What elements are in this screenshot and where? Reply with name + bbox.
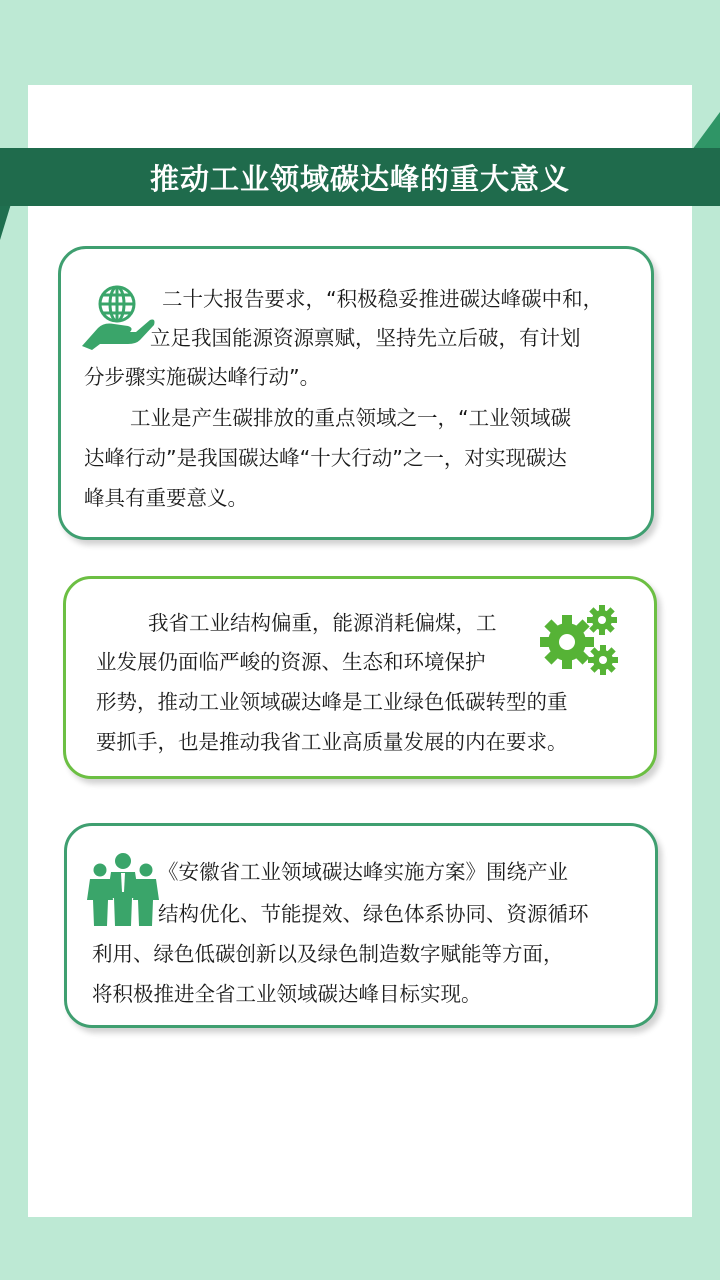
- card2-line-1: 我省工业结构偏重，能源消耗偏煤，工: [148, 611, 497, 635]
- card1-line-6: 峰具有重要意义。: [84, 486, 248, 510]
- card1-line-2: 立足我国能源资源禀赋，坚持先立后破，有计划: [150, 326, 581, 350]
- card3-line-2: 结构优化、节能提效、绿色体系协同、资源循环: [158, 902, 589, 926]
- team-icon: [86, 852, 160, 926]
- title-banner: [0, 148, 720, 206]
- globe-hand-icon: [80, 282, 156, 350]
- card1-line-3: 分步骤实施碳达峰行动”。: [84, 365, 321, 389]
- banner-fold-right: [692, 112, 720, 150]
- card3-line-1: 《安徽省工业领域碳达峰实施方案》围绕产业: [158, 860, 568, 884]
- card1-line-5: 达峰行动”是我国碳达峰“十大行动”之一，对实现碳达: [84, 446, 567, 470]
- card3-line-4: 将积极推进全省工业领域碳达峰目标实现。: [92, 982, 482, 1006]
- page-title: 推动工业领域碳达峰的重大意义: [149, 161, 570, 196]
- card2-line-2: 业发展仍面临严峻的资源、生态和环境保护: [96, 650, 486, 674]
- card2-line-3: 形势，推动工业领域碳达峰是工业绿色低碳转型的重: [96, 690, 568, 714]
- card3-line-3: 利用、绿色低碳创新以及绿色制造数字赋能等方面，: [92, 942, 564, 966]
- card2-line-4: 要抓手，也是推动我省工业高质量发展的内在要求。: [96, 730, 568, 754]
- gears-icon: [537, 600, 621, 680]
- card1-line-4: 工业是产生碳排放的重点领域之一，“工业领域碳: [130, 406, 572, 430]
- card1-line-1: 二十大报告要求，“积极稳妥推进碳达峰碳中和，: [162, 287, 604, 311]
